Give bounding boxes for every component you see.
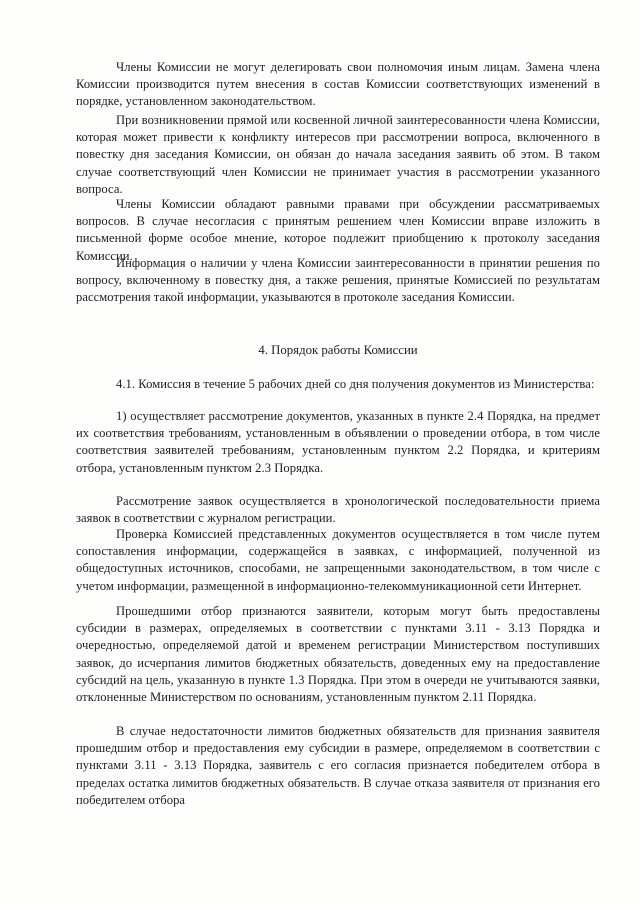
paragraph-chronological-review: Рассмотрение заявок осуществляется в хронологической последовательности приема заявок в соответствии с журналом регистрации.	[76, 494, 600, 526]
paragraph-equal-rights: Члены Комиссии обладают равными правами при обсуждении рассматриваемых вопросов. В случае несогласия с принятым решением член Комиссии вправе изложить в письменной форме особое мнение, которое подлежит приобщению к протоколу заседания Комиссии.	[76, 197, 600, 263]
paragraph-insufficient-limits: В случае недостаточности лимитов бюджетных обязательств для признания заявителя прошедшим отбор и предоставления ему субсидии в размере, определяемом в соответствии с пунктами 3.11 - 3.13 Порядка, заявитель с его согласия признается победителем отбора в пределах остатка лимитов бюджетных обязательств. В случае отказа заявителя от признания его победителем отбора	[76, 724, 600, 807]
paragraph-conflict-of-interest: При возникновении прямой или косвенной личной заинтересованности члена Комиссии, которая может привести к конфликту интересов при рассмотрении вопроса, включенного в повестку дня заседания Комиссии, он обязан до начала заседания заявить об этом. В таком случае соответствующий член Комиссии не принимает участия в рассмотрении указанного вопроса.	[76, 113, 600, 196]
paragraph-4-1: 4.1. Комиссия в течение 5 рабочих дней со дня получения документов из Министерства:	[116, 377, 595, 391]
section-heading: 4. Порядок работы Комиссии	[258, 343, 418, 357]
paragraph-document-check: Проверка Комиссией представленных документов осуществляется в том числе путем сопоставления информации, содержащейся в заявках, с информацией, полученной из общедоступных источников, способами, не запрещенными законодательством, в том числе с учетом информации, размещенной в информационно-телекоммуникационной сети Интернет.	[76, 527, 600, 593]
paragraph-4-1-item-1: 1) осуществляет рассмотрение документов, указанных в пункте 2.4 Порядка, на предмет их соответствия требованиям, установленным в объявлении о проведении отбора, в том числе соответствия заявителей требованиям, установленным пунктом 2.2 Порядка, и критериям отбора, установленным пунктом 2.3 Порядка.	[76, 409, 600, 475]
paragraph-selection-winners: Прошедшими отбор признаются заявители, которым могут быть предоставлены субсидии в размерах, определяемых в соответствии с пунктами 3.11 - 3.13 Порядка и очередностью, определяемой датой и временем регистрации Министерством поступивших заявок, до исчерпания лимитов бюджетных обязательств, доведенных ему на предоставление субсидий на цель, указанную в пункте 1.3 Порядка. При этом в очереди не учитываются заявки, отклоненные Министерством по основаниям, установленным пунктом 2.11 Порядка.	[76, 604, 600, 705]
paragraph-interest-information: Информация о наличии у члена Комиссии заинтересованности в принятии решения по вопросу, включенному в повестку дня, а также решения, принятые Комиссией по результатам рассмотрения такой информации, указываются в протоколе заседания Комиссии.	[76, 256, 600, 305]
paragraph-delegation: Члены Комиссии не могут делегировать свои полномочия иным лицам. Замена члена Комиссии производится путем внесения в состав Комиссии соответствующих изменений в порядке, установленном законодательством.	[76, 60, 600, 109]
